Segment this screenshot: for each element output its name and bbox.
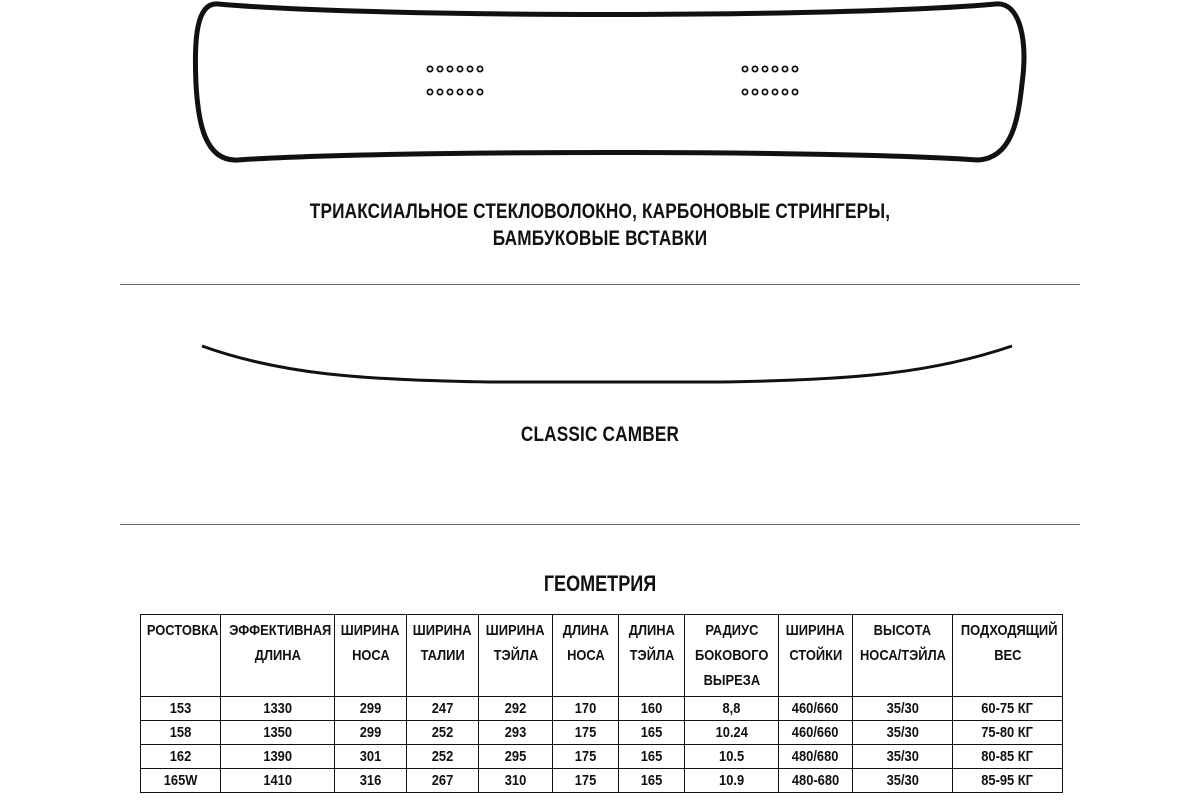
table-cell-value: 460/660 bbox=[792, 724, 839, 741]
table-cell-value: 35/30 bbox=[886, 700, 919, 717]
table-cell-value: 75-80 КГ bbox=[981, 724, 1034, 741]
rear-binding-inserts bbox=[742, 66, 797, 94]
camber-profile-line bbox=[202, 346, 1012, 382]
column-header-line: НОСА bbox=[566, 647, 605, 664]
column-header-line: ДЛИНА bbox=[562, 622, 609, 639]
table-row bbox=[141, 697, 1063, 721]
table-cell-value: 175 bbox=[574, 724, 597, 741]
table-cell-value: 175 bbox=[574, 772, 597, 789]
table-cell-value: 460/660 bbox=[792, 700, 839, 717]
table-cell-value: 153 bbox=[169, 700, 192, 717]
table-cell-value: 35/30 bbox=[886, 772, 919, 789]
table-cell-value: 299 bbox=[359, 724, 382, 741]
column-header bbox=[479, 615, 553, 697]
table-cell bbox=[479, 697, 553, 721]
column-header-line: ДЛИНА bbox=[628, 622, 675, 639]
table-cell-value: 267 bbox=[431, 772, 454, 789]
table-cell-value: 165W bbox=[163, 772, 198, 789]
divider bbox=[120, 284, 1080, 285]
column-header-line: ТАЛИИ bbox=[420, 647, 465, 664]
table-cell bbox=[619, 721, 685, 745]
table-cell bbox=[141, 721, 221, 745]
table-row bbox=[141, 721, 1063, 745]
column-header bbox=[953, 615, 1063, 697]
table-header-row bbox=[141, 615, 1063, 697]
table-cell-value: 1350 bbox=[263, 724, 292, 741]
table-cell-value: 1410 bbox=[263, 772, 292, 789]
table-cell-value: 301 bbox=[359, 748, 382, 765]
table-cell bbox=[685, 721, 779, 745]
table-cell bbox=[553, 769, 619, 793]
column-header-line: ШИРИНА bbox=[413, 622, 472, 639]
column-header-line: ВЫСОТА bbox=[873, 622, 932, 639]
material-caption-line-2: БАМБУКОВЫЕ ВСТАВКИ bbox=[492, 227, 708, 250]
table-body bbox=[141, 697, 1063, 793]
front-binding-inserts bbox=[427, 66, 482, 94]
table-cell bbox=[407, 697, 479, 721]
table-cell-value: 85-95 КГ bbox=[981, 772, 1034, 789]
table-cell bbox=[619, 769, 685, 793]
column-header bbox=[335, 615, 407, 697]
table-cell bbox=[853, 697, 953, 721]
table-cell-value: 158 bbox=[169, 724, 192, 741]
column-header-line: ШИРИНА bbox=[486, 622, 545, 639]
column-header bbox=[141, 615, 221, 697]
column-header bbox=[853, 615, 953, 697]
table-row bbox=[141, 769, 1063, 793]
table-cell bbox=[953, 721, 1063, 745]
table-cell-value: 293 bbox=[504, 724, 527, 741]
column-header bbox=[221, 615, 335, 697]
table-cell bbox=[335, 697, 407, 721]
table-cell bbox=[685, 745, 779, 769]
table-cell bbox=[479, 745, 553, 769]
table-cell bbox=[779, 745, 853, 769]
table-cell-value: 165 bbox=[640, 724, 663, 741]
column-header-line: СТОЙКИ bbox=[788, 647, 842, 664]
table-cell-value: 252 bbox=[431, 724, 454, 741]
table-cell-value: 480/680 bbox=[792, 748, 839, 765]
column-header bbox=[779, 615, 853, 697]
snowboard-outline-illustration bbox=[188, 0, 1028, 168]
table-cell-value: 295 bbox=[504, 748, 527, 765]
table-cell bbox=[479, 769, 553, 793]
table-cell-value: 1330 bbox=[263, 700, 292, 717]
column-header-line: ТЭЙЛА bbox=[629, 647, 674, 664]
column-header-line: ТЭЙЛА bbox=[493, 647, 538, 664]
column-header-line: НОСА/ТЭЙЛА bbox=[859, 647, 946, 664]
column-header-line: ВЫРЕЗА bbox=[703, 672, 760, 689]
geometry-title: ГЕОМЕТРИЯ bbox=[543, 571, 657, 596]
table-cell-value: 165 bbox=[640, 772, 663, 789]
table-cell-value: 252 bbox=[431, 748, 454, 765]
table-cell-value: 80-85 КГ bbox=[981, 748, 1034, 765]
table-row bbox=[141, 745, 1063, 769]
table-cell bbox=[853, 721, 953, 745]
table-cell-value: 175 bbox=[574, 748, 597, 765]
column-header bbox=[553, 615, 619, 697]
camber-profile-illustration bbox=[190, 338, 1020, 390]
column-header-line: БОКОВОГО bbox=[694, 647, 769, 664]
table-cell-value: 292 bbox=[504, 700, 527, 717]
table-cell bbox=[221, 721, 335, 745]
divider bbox=[120, 524, 1080, 525]
table-cell bbox=[553, 745, 619, 769]
table-cell-value: 10.24 bbox=[715, 724, 748, 741]
table-cell bbox=[141, 697, 221, 721]
geometry-table bbox=[140, 614, 1063, 793]
table-cell bbox=[619, 697, 685, 721]
table-cell bbox=[779, 697, 853, 721]
table-cell-value: 35/30 bbox=[886, 724, 919, 741]
table-cell-value: 1390 bbox=[263, 748, 292, 765]
column-header-line: ЭФФЕКТИВНАЯ bbox=[229, 622, 332, 639]
table-cell bbox=[221, 697, 335, 721]
column-header-line: РАДИУС bbox=[704, 622, 759, 639]
table-cell bbox=[335, 769, 407, 793]
column-header-line: ВЕС bbox=[993, 647, 1022, 664]
table-cell-value: 310 bbox=[504, 772, 527, 789]
column-header bbox=[619, 615, 685, 697]
table-cell bbox=[853, 745, 953, 769]
table-cell bbox=[335, 721, 407, 745]
table-cell bbox=[407, 769, 479, 793]
table-cell bbox=[141, 745, 221, 769]
column-header-line: НОСА bbox=[351, 647, 390, 664]
column-header-line: ШИРИНА bbox=[786, 622, 845, 639]
table-cell bbox=[141, 769, 221, 793]
table-cell bbox=[953, 769, 1063, 793]
board-outline bbox=[195, 4, 1024, 160]
table-cell bbox=[853, 769, 953, 793]
table-cell-value: 170 bbox=[574, 700, 597, 717]
table-cell bbox=[953, 745, 1063, 769]
material-caption-line-1: ТРИАКСИАЛЬНОЕ СТЕКЛОВОЛОКНО, КАРБОНОВЫЕ СТРИНГЕРЫ, bbox=[309, 200, 891, 223]
table-cell bbox=[953, 697, 1063, 721]
table-cell-value: 10.9 bbox=[718, 772, 745, 789]
column-header bbox=[685, 615, 779, 697]
column-header-line: РОСТОВКА bbox=[146, 622, 219, 639]
table-cell-value: 247 bbox=[431, 700, 454, 717]
table-cell bbox=[479, 721, 553, 745]
table-cell bbox=[407, 745, 479, 769]
table-cell-value: 160 bbox=[640, 700, 663, 717]
table-cell-value: 60-75 КГ bbox=[981, 700, 1034, 717]
table-cell bbox=[779, 721, 853, 745]
table-cell bbox=[685, 769, 779, 793]
table-cell-value: 35/30 bbox=[886, 748, 919, 765]
column-header-line: ШИРИНА bbox=[341, 622, 400, 639]
table-cell-value: 8,8 bbox=[722, 700, 741, 717]
table-cell bbox=[779, 769, 853, 793]
table-cell-value: 162 bbox=[169, 748, 192, 765]
column-header-line: ПОДХОДЯЩИЙ bbox=[960, 622, 1058, 639]
table-cell-value: 10.5 bbox=[718, 748, 745, 765]
table-cell-value: 316 bbox=[359, 772, 382, 789]
table-cell bbox=[619, 745, 685, 769]
column-header bbox=[407, 615, 479, 697]
table-cell-value: 480-680 bbox=[791, 772, 840, 789]
table-cell bbox=[407, 721, 479, 745]
table-cell bbox=[335, 745, 407, 769]
column-header-line: ДЛИНА bbox=[254, 647, 301, 664]
table-cell-value: 299 bbox=[359, 700, 382, 717]
table-cell bbox=[221, 745, 335, 769]
profile-caption: CLASSIC CAMBER bbox=[520, 423, 680, 446]
table-cell bbox=[685, 697, 779, 721]
table-cell bbox=[553, 721, 619, 745]
table-cell bbox=[221, 769, 335, 793]
material-caption bbox=[108, 198, 1092, 252]
table-cell bbox=[553, 697, 619, 721]
table-cell-value: 165 bbox=[640, 748, 663, 765]
